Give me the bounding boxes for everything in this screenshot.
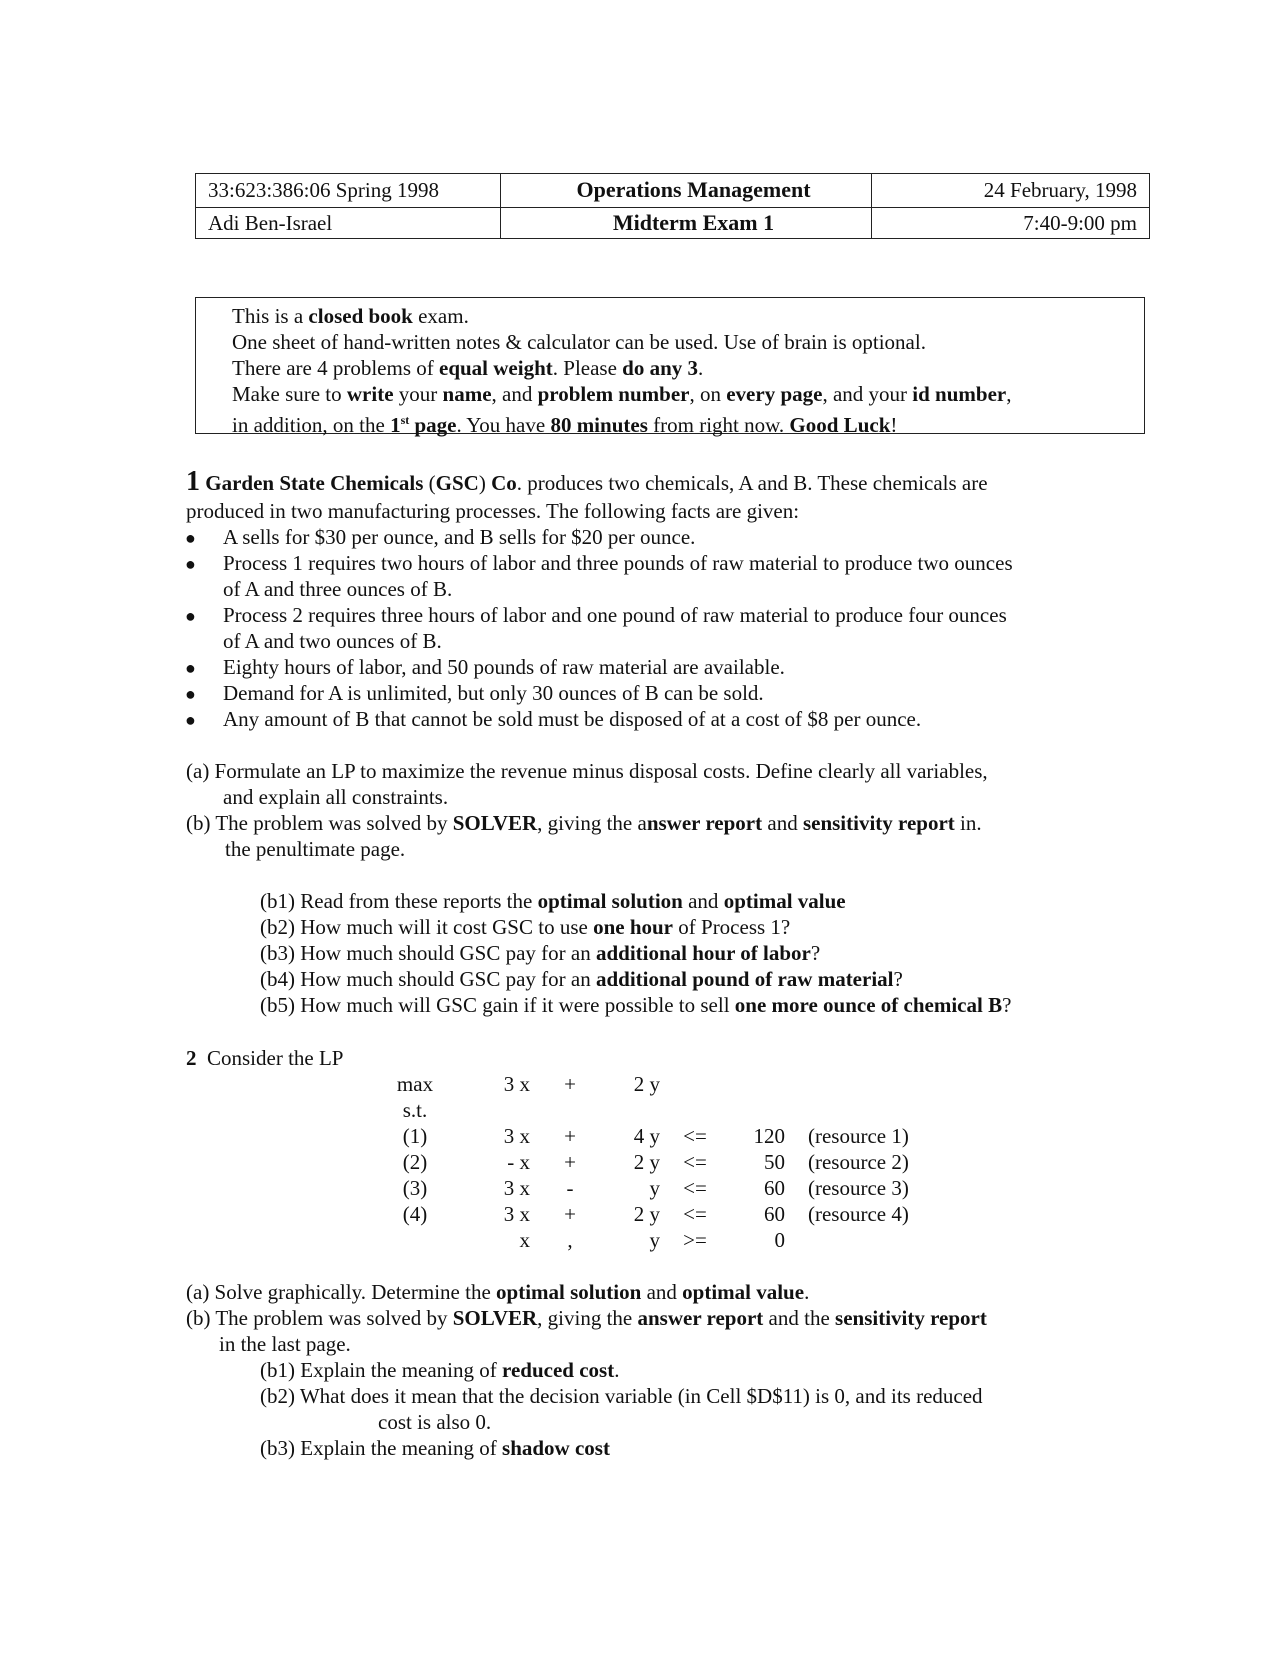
lp-operator: +: [564, 1124, 576, 1148]
question-b2: (b2) How much will it cost GSC to use one hour of Process 1?: [260, 915, 791, 939]
question-b1: (b1) Read from these reports the optimal solution and optimal value: [260, 889, 846, 913]
header-row-2: [196, 207, 1149, 240]
notice-line: There are 4 problems of equal weight. Please do any 3.: [232, 356, 704, 380]
lp-term-x: x: [519, 1228, 530, 1252]
lp-label: max: [396, 1072, 434, 1096]
lp-term-x: 3 x: [503, 1124, 530, 1148]
fact-item: Any amount of B that cannot be sold must be disposed of at a cost of $8 per ounce.: [223, 707, 922, 731]
bullet-icon: ●: [185, 606, 196, 626]
course-code: 33:623:386:06 Spring 1998: [208, 178, 440, 202]
lp-rhs: 50: [764, 1150, 785, 1174]
lp-rhs: 120: [753, 1124, 785, 1148]
lp-relation: <=: [683, 1124, 707, 1148]
header-divider: [500, 174, 501, 238]
lp-term-x: 3 x: [503, 1176, 530, 1200]
question-b3: (b3) Explain the meaning of shadow cost: [260, 1436, 610, 1460]
lp-relation: <=: [683, 1202, 707, 1226]
question-b-continued: the penultimate page.: [225, 837, 406, 861]
lp-term-x: - x: [507, 1150, 530, 1174]
lp-term-x: 3 x: [503, 1072, 530, 1096]
course-title: Operations Management: [576, 177, 811, 202]
bullet-icon: ●: [185, 658, 196, 678]
exam-date: 24 February, 1998: [983, 178, 1137, 202]
question-b-continued: in the last page.: [219, 1332, 351, 1356]
bullet-icon: ●: [185, 528, 196, 548]
bullet-icon: ●: [185, 710, 196, 730]
question-b2-continued: cost is also 0.: [378, 1410, 492, 1434]
lp-operator: +: [564, 1202, 576, 1226]
lp-term-y: 2 y: [633, 1202, 660, 1226]
problem-number: 2: [186, 1046, 197, 1070]
lp-relation: <=: [683, 1150, 707, 1174]
lp-label: (2): [402, 1150, 428, 1174]
lp-rhs: 60: [764, 1202, 785, 1226]
exam-name: Midterm Exam 1: [612, 210, 775, 235]
lp-term-y: 4 y: [633, 1124, 660, 1148]
problem-number: 1: [186, 466, 200, 497]
lp-operator: +: [564, 1072, 576, 1096]
lp-operator: -: [566, 1176, 574, 1200]
header-row-1: [196, 174, 1149, 208]
lp-operator: +: [564, 1150, 576, 1174]
question-b1: (b1) Explain the meaning of reduced cost.: [260, 1358, 620, 1382]
lp-rhs: 60: [764, 1176, 785, 1200]
lp-term-y: 2 y: [633, 1072, 660, 1096]
fact-item-continued: of A and three ounces of B.: [223, 577, 453, 601]
question-b: (b) The problem was solved by SOLVER, giving the answer report and sensitivity report in.: [186, 811, 982, 835]
question-a: (a) Formulate an LP to maximize the revenue minus disposal costs. Define clearly all variables,: [186, 759, 988, 783]
fact-item: Demand for A is unlimited, but only 30 ounces of B can be sold.: [223, 681, 764, 705]
lp-relation: <=: [683, 1176, 707, 1200]
question-b5: (b5) How much will GSC gain if it were possible to sell one more ounce of chemical B?: [260, 993, 1012, 1017]
lp-label: (3): [402, 1176, 428, 1200]
fact-item-continued: of A and two ounces of B.: [223, 629, 442, 653]
question-a: (a) Solve graphically. Determine the optimal solution and optimal value.: [186, 1280, 810, 1304]
bullet-icon: ●: [185, 554, 196, 574]
notice-line: This is a closed book exam.: [232, 304, 469, 328]
lp-term-y: y: [649, 1228, 660, 1252]
notice-line: in addition, on the 1st page. You have 80 minutes from right now. Good Luck!: [232, 413, 898, 437]
fact-item: Eighty hours of labor, and 50 pounds of raw material are available.: [223, 655, 785, 679]
lp-note: (resource 3): [808, 1176, 909, 1200]
header-divider: [871, 174, 872, 238]
question-b: (b) The problem was solved by SOLVER, giving the answer report and the sensitivity report: [186, 1306, 987, 1330]
lp-label: s.t.: [402, 1098, 428, 1122]
question-b2: (b2) What does it mean that the decision variable (in Cell $D$11) is 0, and its reduced: [260, 1384, 983, 1408]
exam-header-table: [195, 173, 1150, 239]
instructor-name: Adi Ben-Israel: [208, 211, 333, 235]
problem-2-intro: 2 Consider the LP: [186, 1046, 344, 1070]
exam-time: 7:40-9:00 pm: [1023, 211, 1137, 235]
lp-label: (1): [402, 1124, 428, 1148]
notice-line: Make sure to write your name, and problem number, on every page, and your id number,: [232, 382, 1012, 406]
question-b3: (b3) How much should GSC pay for an additional hour of labor?: [260, 941, 821, 965]
question-a-continued: and explain all constraints.: [223, 785, 449, 809]
problem-1-intro: 1 Garden State Chemicals (GSC) Co. produces two chemicals, A and B. These chemicals are: [186, 466, 988, 497]
lp-term-y: y: [649, 1176, 660, 1200]
fact-item: Process 2 requires three hours of labor and one pound of raw material to produce four ounces: [223, 603, 1007, 627]
lp-operator: ,: [567, 1228, 573, 1252]
lp-label: (4): [402, 1202, 428, 1226]
bullet-icon: ●: [185, 684, 196, 704]
lp-note: (resource 2): [808, 1150, 909, 1174]
problem-1-intro-line-2: produced in two manufacturing processes. The following facts are given:: [186, 499, 800, 523]
lp-term-y: 2 y: [633, 1150, 660, 1174]
lp-relation: >=: [683, 1228, 707, 1252]
lp-note: (resource 4): [808, 1202, 909, 1226]
fact-item: A sells for $30 per ounce, and B sells for $20 per ounce.: [223, 525, 696, 549]
lp-rhs: 0: [774, 1228, 785, 1252]
notice-line: One sheet of hand-written notes & calculator can be used. Use of brain is optional.: [232, 330, 926, 354]
lp-term-x: 3 x: [503, 1202, 530, 1226]
fact-item: Process 1 requires two hours of labor and three pounds of raw material to produce two ounces: [223, 551, 1013, 575]
instructions-box: [195, 297, 1145, 437]
question-b4: (b4) How much should GSC pay for an additional pound of raw material?: [260, 967, 903, 991]
lp-note: (resource 1): [808, 1124, 909, 1148]
